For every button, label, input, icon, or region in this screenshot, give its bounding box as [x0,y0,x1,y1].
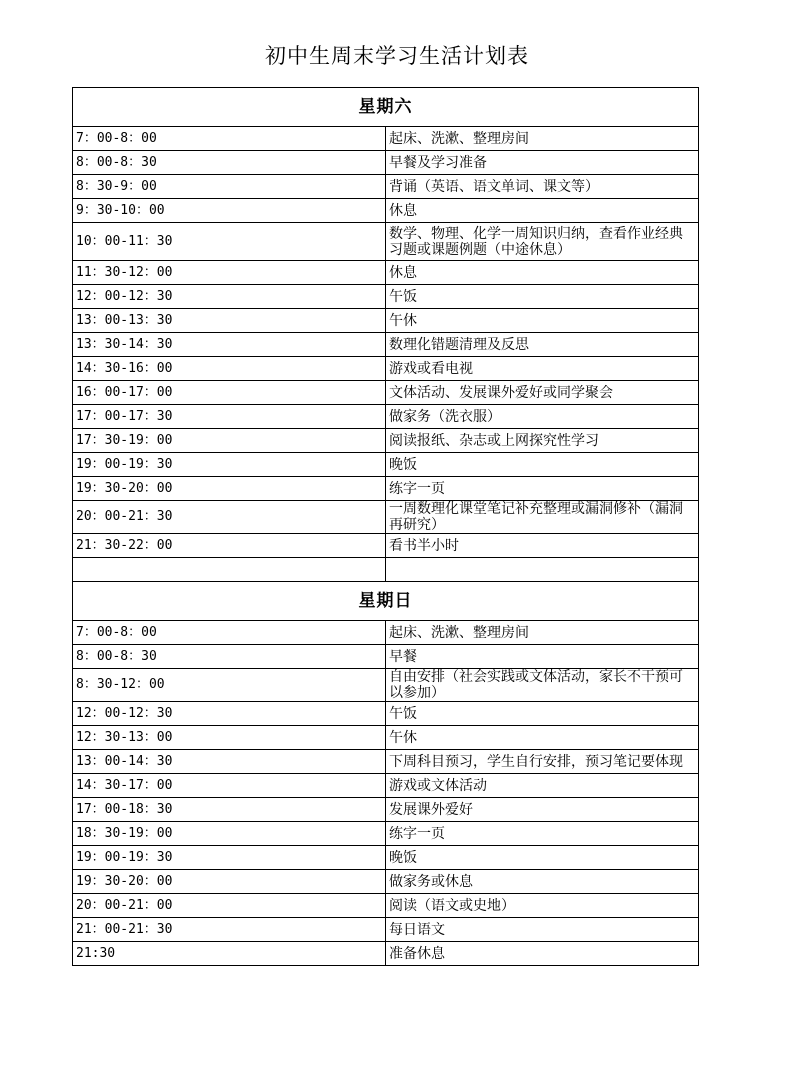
time-cell: 14：30-16：00 [73,357,386,381]
time-cell: 8：00-8：30 [73,151,386,175]
time-cell: 8：00-8：30 [73,645,386,669]
time-cell: 19：00-19：30 [73,453,386,477]
activity-cell: 发展课外爱好 [386,798,699,822]
activity-cell: 背诵（英语、语文单词、课文等） [386,175,699,199]
empty-cell [73,558,386,582]
table-row [73,669,699,702]
activity-cell: 阅读（语文或史地） [386,894,699,918]
activity-cell: 午饭 [386,285,699,309]
activity-cell: 晚饭 [386,846,699,870]
table-row [73,429,699,453]
activity-cell: 练字一页 [386,477,699,501]
activity-cell: 早餐及学习准备 [386,151,699,175]
activity-cell: 一周数理化课堂笔记补充整理或漏洞修补（漏洞再研究） [386,501,699,534]
table-row [73,822,699,846]
table-row [73,261,699,285]
page-title: 初中生周末学习生活计划表 [265,44,529,68]
time-cell: 16：00-17：00 [73,381,386,405]
activity-cell: 午饭 [386,702,699,726]
table-row [73,750,699,774]
activity-cell: 起床、洗漱、整理房间 [386,621,699,645]
activity-cell: 起床、洗漱、整理房间 [386,127,699,151]
time-cell: 21：30-22：00 [73,534,386,558]
table-row [73,918,699,942]
table-row [73,774,699,798]
schedule-body [73,88,699,966]
activity-cell: 自由安排（社会实践或文体活动，家长不干预可以参加） [386,669,699,702]
table-row [73,501,699,534]
time-cell: 19：30-20：00 [73,477,386,501]
time-cell: 13：00-14：30 [73,750,386,774]
time-cell: 20：00-21：00 [73,894,386,918]
activity-cell: 游戏或文体活动 [386,774,699,798]
time-cell: 12：00-12：30 [73,285,386,309]
time-cell: 13：00-13：30 [73,309,386,333]
time-cell: 7：00-8：00 [73,621,386,645]
time-cell: 13：30-14：30 [73,333,386,357]
time-cell: 17：00-18：30 [73,798,386,822]
activity-cell: 午休 [386,309,699,333]
time-cell: 18：30-19：00 [73,822,386,846]
table-row [73,870,699,894]
activity-cell: 练字一页 [386,822,699,846]
time-cell: 12：30-13：00 [73,726,386,750]
day-header-row [73,582,699,621]
table-row [73,151,699,175]
time-cell: 19：00-19：30 [73,846,386,870]
table-row [73,405,699,429]
table-row [73,534,699,558]
table-row [73,357,699,381]
activity-cell: 数学、物理、化学一周知识归纳，查看作业经典习题或课题例题（中途休息） [386,223,699,261]
activity-cell: 文体活动、发展课外爱好或同学聚会 [386,381,699,405]
table-row [73,309,699,333]
activity-cell: 看书半小时 [386,534,699,558]
time-cell: 14：30-17：00 [73,774,386,798]
activity-cell: 午休 [386,726,699,750]
table-row [73,621,699,645]
table-row [73,453,699,477]
time-cell: 21:30 [73,942,386,966]
activity-cell: 做家务或休息 [386,870,699,894]
time-cell: 8：30-9：00 [73,175,386,199]
time-cell: 9：30-10：00 [73,199,386,223]
activity-cell: 游戏或看电视 [386,357,699,381]
empty-cell [386,558,699,582]
time-cell: 17：00-17：30 [73,405,386,429]
table-row [73,381,699,405]
time-cell: 20：00-21：30 [73,501,386,534]
table-row [73,223,699,261]
table-row [73,285,699,309]
table-row [73,333,699,357]
table-row [73,798,699,822]
table-row [73,942,699,966]
activity-cell: 休息 [386,261,699,285]
activity-cell: 阅读报纸、杂志或上网探究性学习 [386,429,699,453]
time-cell: 10：00-11：30 [73,223,386,261]
time-cell: 8：30-12：00 [73,669,386,702]
activity-cell: 早餐 [386,645,699,669]
activity-cell: 每日语文 [386,918,699,942]
time-cell: 21：00-21：30 [73,918,386,942]
time-cell: 12：00-12：30 [73,702,386,726]
activity-cell: 数理化错题清理及反思 [386,333,699,357]
time-cell: 11：30-12：00 [73,261,386,285]
activity-cell: 下周科目预习，学生自行安排，预习笔记要体现 [386,750,699,774]
time-cell: 17：30-19：00 [73,429,386,453]
table-row [73,199,699,223]
time-cell: 7：00-8：00 [73,127,386,151]
table-row [73,726,699,750]
empty-row [73,558,699,582]
table-row [73,127,699,151]
sunday-header: 星期日 [73,582,699,621]
table-row [73,645,699,669]
weekend-schedule-table [72,87,699,966]
activity-cell: 休息 [386,199,699,223]
table-row [73,894,699,918]
table-row [73,477,699,501]
day-header-row [73,88,699,127]
activity-cell: 晚饭 [386,453,699,477]
saturday-header: 星期六 [73,88,699,127]
time-cell: 19：30-20：00 [73,870,386,894]
table-row [73,702,699,726]
table-row [73,175,699,199]
activity-cell: 准备休息 [386,942,699,966]
table-row [73,846,699,870]
activity-cell: 做家务（洗衣服） [386,405,699,429]
